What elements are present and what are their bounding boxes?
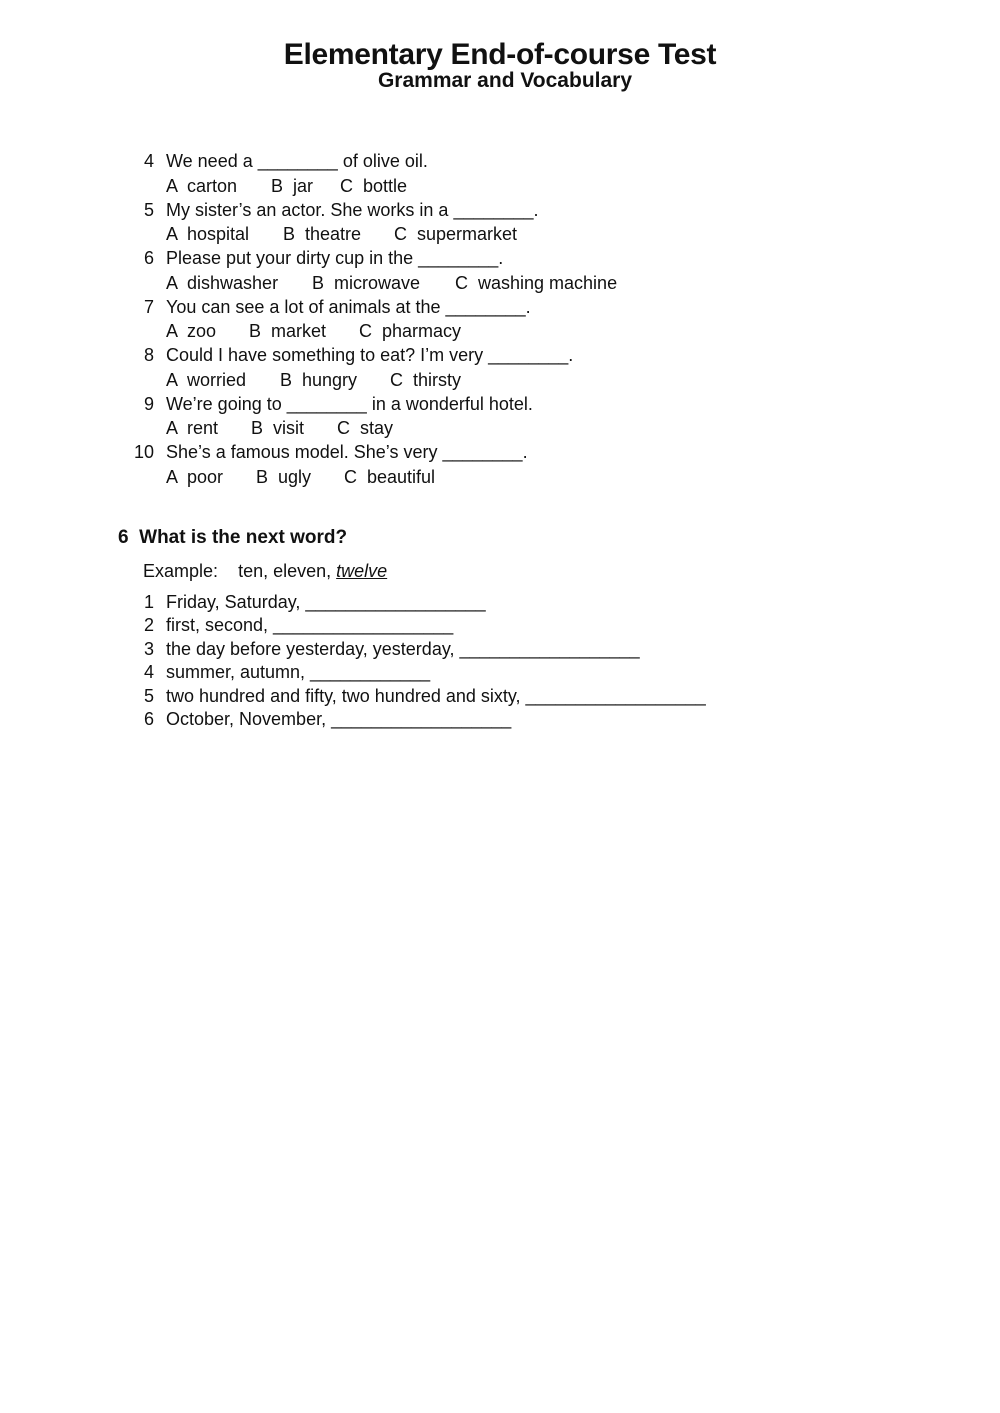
answer-option: A hospital — [166, 224, 250, 244]
question-text: Could I have something to eat? I’m very ________. — [166, 345, 574, 365]
item-text: two hundred and fifty, two hundred and sixty, __________________ — [166, 685, 706, 706]
answer-option: C beautiful — [344, 466, 436, 487]
answer-option: B microwave — [312, 272, 421, 293]
section-heading: What is the next word? — [139, 527, 348, 548]
answer-option: A poor — [166, 466, 224, 487]
answer-option: A rent — [166, 418, 219, 438]
question-number: 10 — [133, 442, 154, 462]
answer-option: B ugly — [256, 466, 312, 487]
item-text: Friday, Saturday, __________________ — [166, 592, 486, 612]
answer-option: C stay — [337, 418, 394, 438]
answer-option: B theatre — [283, 224, 362, 244]
answer-option: A worried — [166, 369, 247, 390]
answer-option: B hungry — [280, 369, 358, 390]
answer-option: C washing machine — [455, 272, 618, 293]
item-number: 3 — [143, 638, 154, 659]
question-text: Please put your dirty cup in the ________. — [166, 248, 504, 268]
answer-option: B jar — [271, 175, 314, 196]
question-number: 5 — [143, 199, 154, 220]
question-text: My sister’s an actor. She works in a ________. — [166, 199, 539, 220]
question-text: You can see a lot of animals at the ________. — [166, 296, 531, 317]
answer-option: B visit — [251, 418, 305, 438]
section-number: 6 — [118, 527, 129, 548]
question-number: 9 — [143, 393, 154, 414]
page-subtitle: Grammar and Vocabulary — [377, 69, 633, 92]
answer-option: C pharmacy — [359, 321, 462, 341]
answer-option: A zoo — [166, 321, 217, 341]
question-number: 8 — [143, 345, 154, 365]
example-text: ten, eleven, — [238, 561, 337, 581]
item-number: 5 — [143, 685, 154, 706]
answer-option: C thirsty — [390, 369, 462, 390]
page-title: Elementary End-of-course Test — [283, 38, 717, 71]
item-text: October, November, __________________ — [166, 709, 512, 729]
item-number: 2 — [143, 615, 154, 636]
question-number: 7 — [143, 296, 154, 317]
answer-option: C bottle — [340, 175, 408, 196]
answer-option: A dishwasher — [166, 272, 279, 293]
item-text: first, second, __________________ — [166, 615, 454, 636]
question-text: She’s a famous model. She’s very ________. — [166, 442, 528, 462]
section-6-title — [118, 526, 347, 550]
item-number: 4 — [143, 662, 154, 683]
answer-option: A carton — [166, 175, 238, 196]
answer-option: C supermarket — [394, 224, 518, 244]
question-text: We need a ________ of olive oil. — [166, 151, 428, 171]
answer-option: B market — [249, 321, 327, 341]
question-text: We’re going to ________ in a wonderful hotel. — [166, 393, 533, 414]
example-answer: twelve — [336, 561, 388, 581]
example-label: Example: — [143, 561, 219, 581]
item-number: 6 — [143, 709, 154, 729]
item-text: the day before yesterday, yesterday, __________________ — [166, 638, 640, 659]
question-number: 6 — [143, 248, 154, 268]
item-number: 1 — [143, 592, 154, 612]
item-text: summer, autumn, ____________ — [166, 662, 431, 683]
question-number: 4 — [143, 151, 154, 171]
example-line — [143, 560, 387, 582]
